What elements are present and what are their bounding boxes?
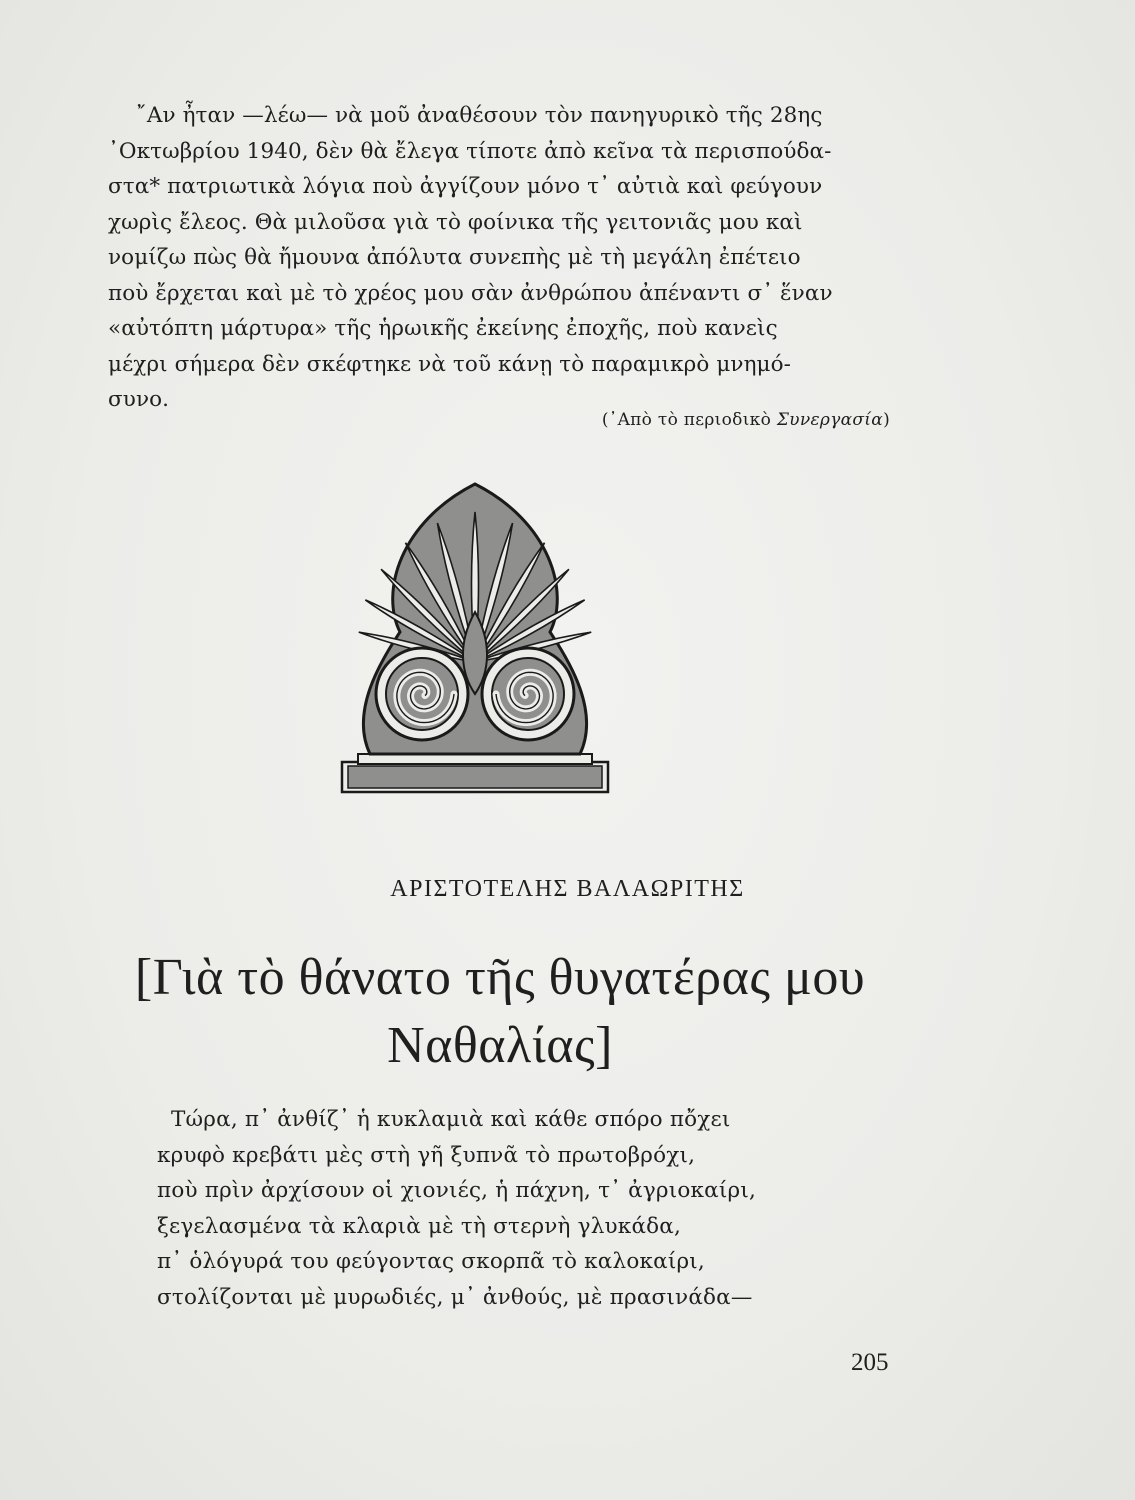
poem-line: Τώρα, π᾿ ἀνθίζ᾿ ἡ κυκλαμιὰ καὶ κάθε σπόρο πὄχει (171, 1107, 731, 1132)
prose-paragraph (108, 98, 890, 418)
prose-line: «αὐτόπτη μάρτυρα» τῆς ἡρωικῆς ἐκείνης ἐποχῆς, ποὺ κανεὶς (108, 316, 778, 341)
poem-line: κρυφὸ κρεβάτι μὲς στὴ γῆ ξυπνᾶ τὸ πρωτοβρόχι, (157, 1142, 696, 1168)
poem-title-line-1: [Γιὰ τὸ θάνατο τῆς θυγατέρας μου (134, 949, 866, 1006)
ornament-volute-left (376, 648, 468, 740)
poem-line: ποὺ πρὶν ἀρχίσουν οἱ χιονιές, ἡ πάχνη, τ᾿ ἀγριοκαίρι, (157, 1178, 757, 1203)
citation-prefix: (᾿Απὸ τὸ περιοδικὸ (601, 410, 777, 430)
prose-line: χωρὶς ἔλεος. Θὰ μιλοῦσα γιὰ τὸ φοίνικα τῆς γειτονιᾶς μου καὶ (108, 209, 803, 235)
prose-line: ποὺ ἔρχεται καὶ μὲ τὸ χρέος μου σὰν ἀνθρώπου ἀπέναντι σ᾿ ἕναν (108, 280, 833, 306)
page-number: 205 (851, 1349, 889, 1376)
poem-line: ξεγελασμένα τὰ κλαριὰ μὲ τὴ στερνὴ γλυκάδα, (157, 1213, 682, 1239)
ornament-volute-right (482, 648, 574, 740)
poem-line: π᾿ ὁλόγυρά του φεύγοντας σκορπᾶ τὸ καλοκαίρι, (157, 1249, 705, 1274)
poem-title-line-2: Ναθαλίας] (387, 1017, 613, 1074)
citation-suffix: ) (883, 410, 890, 430)
poem-title (90, 944, 910, 1080)
prose-line: στα* πατριωτικὰ λόγια ποὺ ἀγγίζουν μόνο τ᾿ αὐτιὰ καὶ φεύγουν (108, 174, 823, 199)
palmette-ornament-icon (340, 462, 610, 797)
prose-line: μέχρι σήμερα δὲν σκέφτηκε νὰ τοῦ κάνῃ τὸ παραμικρὸ μνημό- (108, 351, 792, 377)
ornament-plinth-band (348, 766, 602, 788)
prose-line: νομίζω πὼς θὰ ἤμουνα ἀπόλυτα συνεπὴς μὲ τὴ μεγάλη ἐπέτειο (108, 245, 801, 270)
prose-line: ᾿Οκτωβρίου 1940, δὲν θὰ ἔλεγα τίποτε ἀπὸ κεῖνα τὰ περισπούδα- (108, 138, 832, 164)
author-name: ΑΡΙΣΤΟΤΕΛΗΣ ΒΑΛΑΩΡΙΤΗΣ (390, 876, 745, 902)
citation-source: Συνεργασία (776, 410, 884, 430)
prose-line: ῎Αν ἦταν —λέω— νὰ μοῦ ἀναθέσουν τὸν πανηγυρικὸ τῆς 28ης (136, 103, 823, 128)
ornament-base (342, 754, 608, 792)
source-citation (602, 410, 890, 430)
prose-line: συνο. (108, 387, 170, 412)
poem-stanza (157, 1102, 756, 1315)
poem-line: στολίζονται μὲ μυρωδιές, μ᾿ ἀνθούς, μὲ πρασινάδα— (157, 1284, 753, 1310)
